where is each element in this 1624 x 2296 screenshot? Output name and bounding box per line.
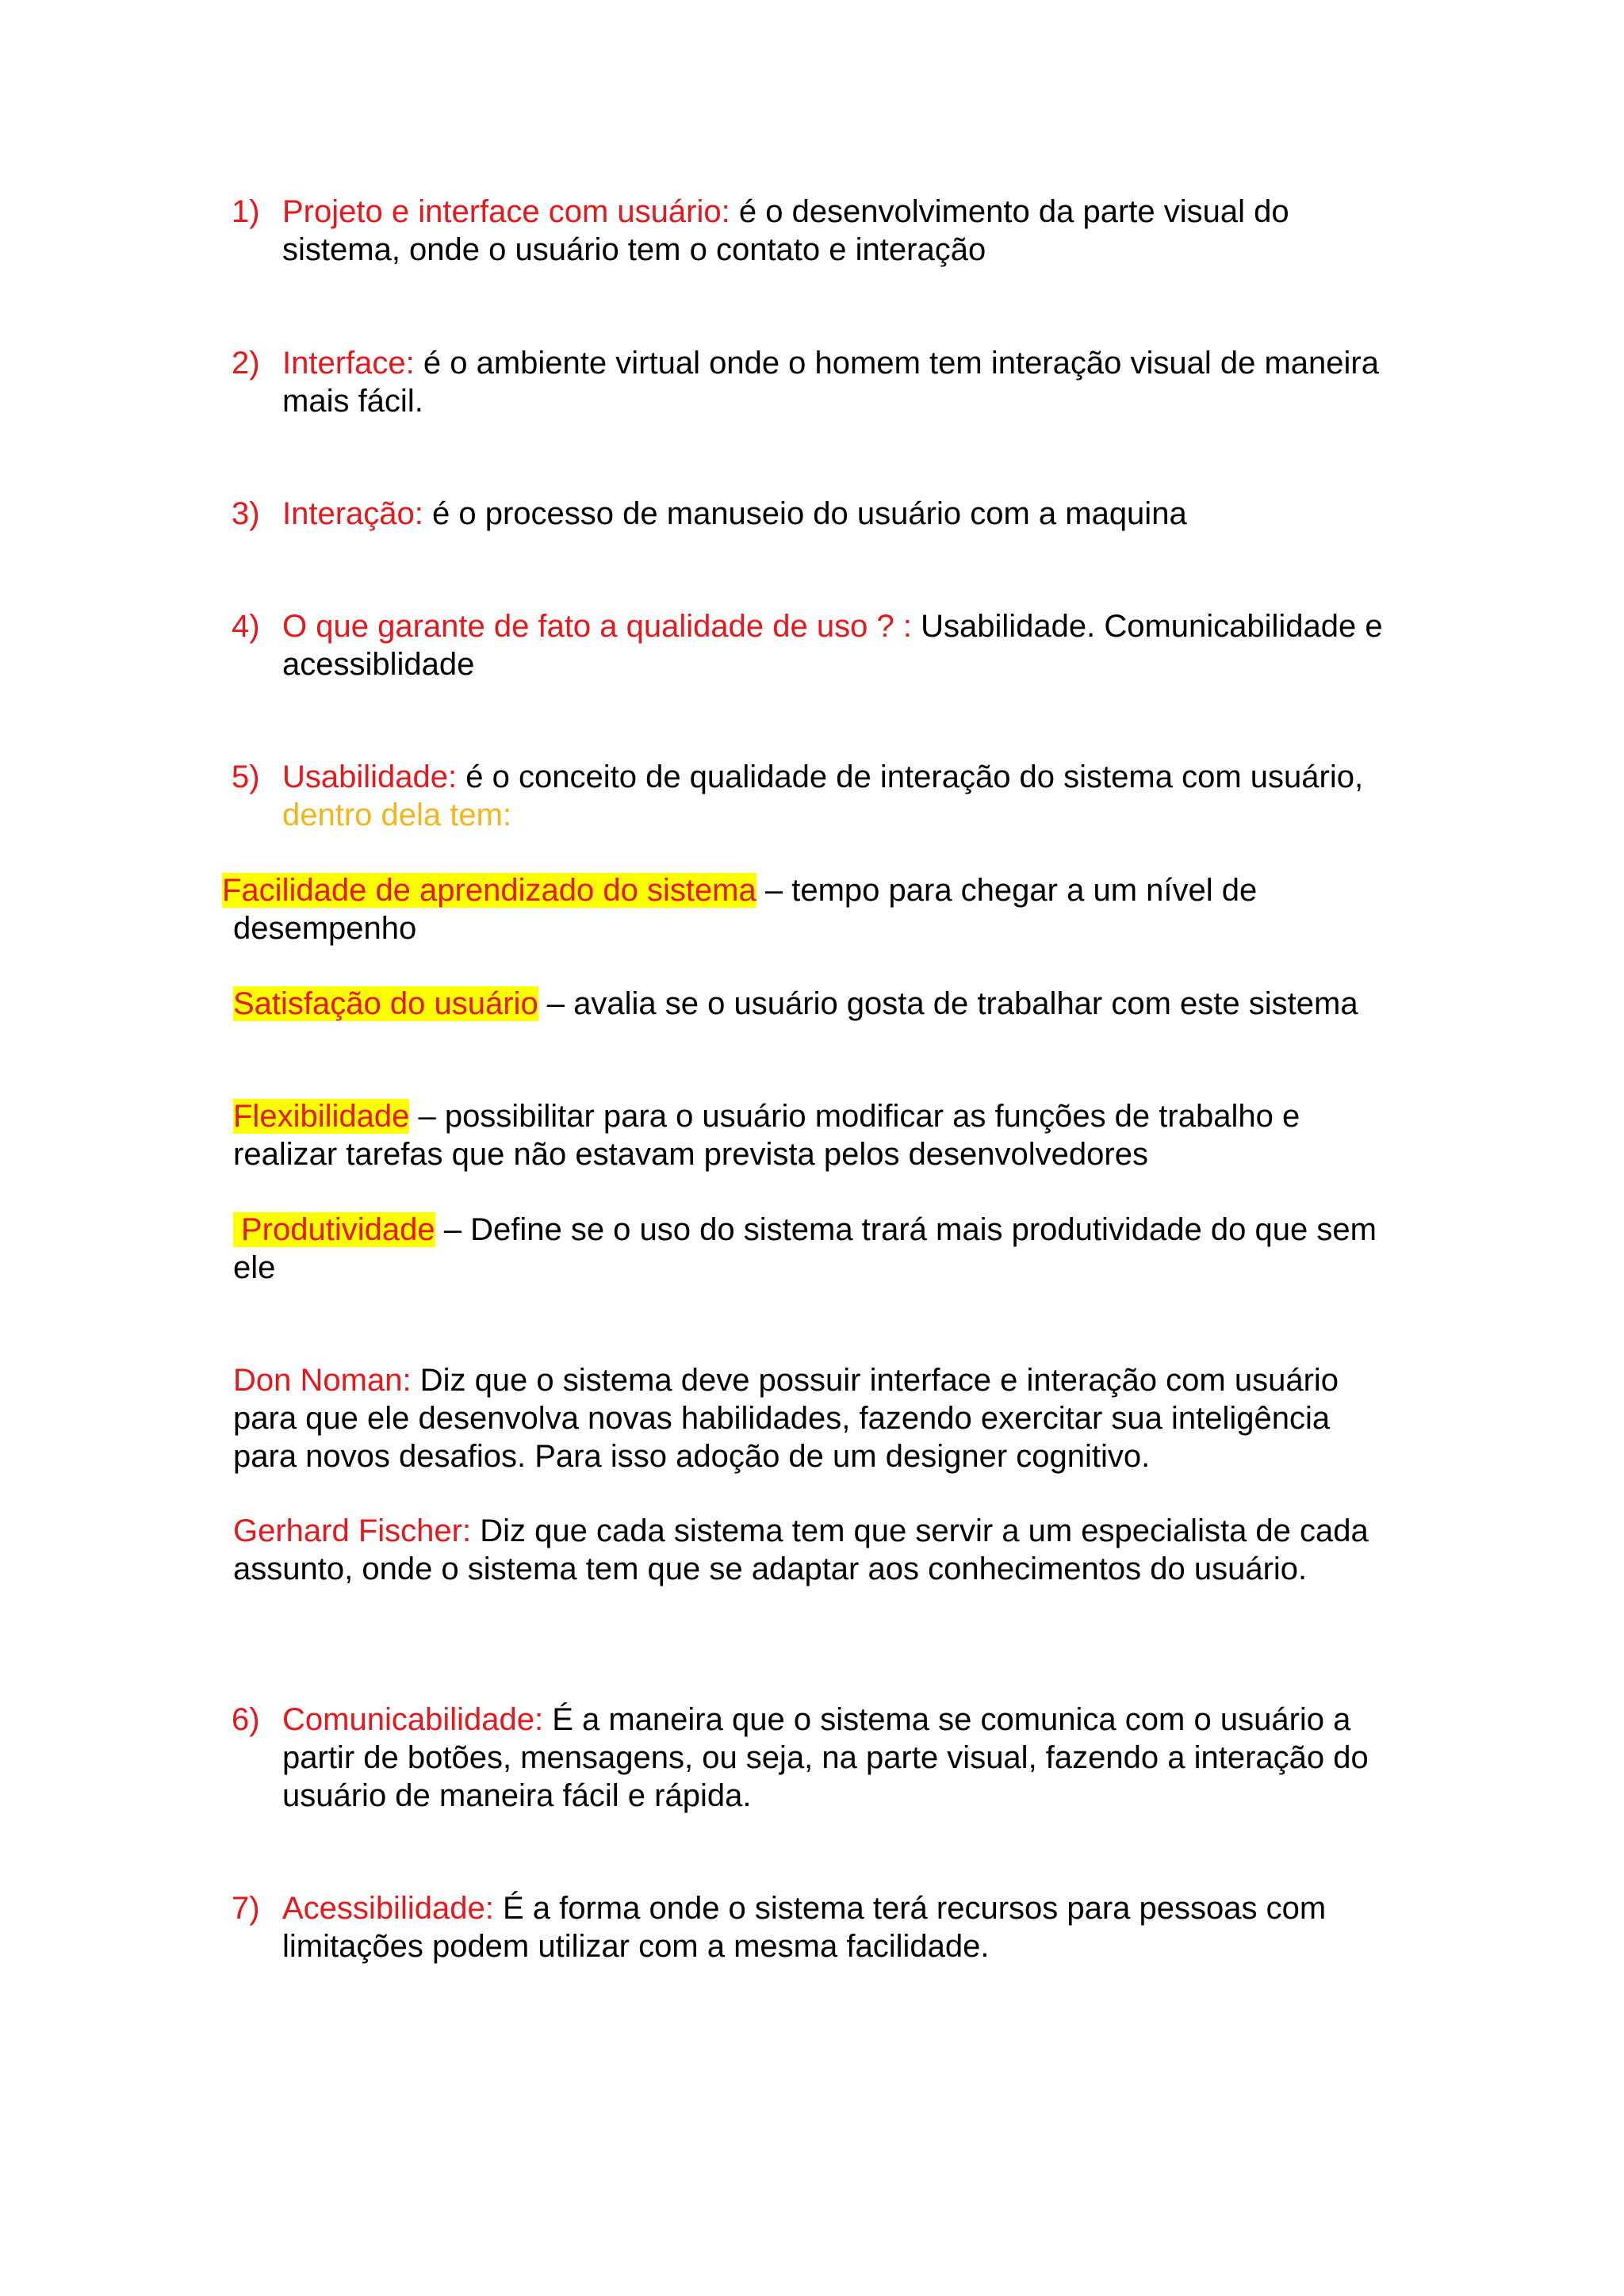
- criterion-paragraph: [0, 1097, 1399, 1173]
- item-text: é o ambiente virtual onde o homem tem interação visual de maneira mais fácil.: [282, 346, 1379, 419]
- author-text: Diz que cada sistema tem que servir a um especialista de cada assunto, onde o sistema tem que se adaptar aos conhecimentos do usuário.: [233, 1513, 1369, 1586]
- item-paragraph: [282, 1889, 1392, 1965]
- author-paragraph: [0, 1361, 1399, 1475]
- criterion-learnability: [0, 871, 1624, 947]
- author-don-noman: [0, 1361, 1624, 1475]
- criterion-text: – avalia se o usuário gosta de trabalhar com este sistema: [538, 986, 1358, 1021]
- item-term: Interface:: [282, 346, 415, 381]
- criterion-term: Satisfação do usuário: [233, 986, 538, 1021]
- item-number: 1): [232, 194, 260, 229]
- item-number: 3): [232, 496, 260, 531]
- list-item-6: [0, 1701, 1624, 1815]
- criterion-productivity: [0, 1211, 1624, 1287]
- criterion-text: – tempo para chegar a um nível de desempenho: [233, 873, 1258, 946]
- item-number: 4): [232, 609, 260, 644]
- item-text: é o desenvolvimento da parte visual do sistema, onde o usuário tem o contato e interação: [282, 194, 1289, 267]
- item-paragraph: [282, 758, 1392, 834]
- item-note: dentro dela tem:: [282, 798, 512, 832]
- item-paragraph: [282, 344, 1392, 420]
- list-item-2: [0, 344, 1624, 420]
- criterion-text: – Define se o uso do sistema trará mais produtividade do que sem ele: [233, 1212, 1377, 1285]
- criterion-text: – possibilitar para o usuário modificar as funções de trabalho e realizar tarefas que não estavam prevista pelos desenvolvedores: [233, 1099, 1300, 1172]
- item-number: 6): [232, 1702, 260, 1737]
- item-term: Comunicabilidade:: [282, 1702, 544, 1737]
- author-paragraph: [0, 1512, 1399, 1588]
- item-term: Interação:: [282, 496, 423, 531]
- item-text: é o processo de manuseio do usuário com a maquina: [423, 496, 1187, 531]
- item-term: Projeto e interface com usuário:: [282, 194, 730, 229]
- item-paragraph: [282, 193, 1392, 269]
- criterion-term: Produtividade: [233, 1212, 435, 1247]
- item-text: É a forma onde o sistema terá recursos para pessoas com limitações podem utilizar com a mesma facilidade.: [282, 1891, 1327, 1964]
- list-item-7: [0, 1889, 1624, 1965]
- author-text: Diz que o sistema deve possuir interface e interação com usuário para que ele desenvolva novas habilidades, fazendo exercitar sua inteligência para novos desafios. Para isso adoção de um designer cognitivo.: [233, 1363, 1339, 1474]
- item-number: 5): [232, 760, 260, 794]
- item-paragraph: [282, 495, 1392, 533]
- list-item-4: [0, 607, 1624, 683]
- item-paragraph: [282, 1701, 1392, 1815]
- author-name: Don Noman:: [233, 1363, 412, 1398]
- item-paragraph: [282, 607, 1416, 683]
- criterion-paragraph: [0, 871, 1399, 947]
- author-gerhard-fischer: [0, 1512, 1624, 1588]
- item-text: É a maneira que o sistema se comunica com o usuário a partir de botões, mensagens, ou seja, na parte visual, fazendo a interação do usuário de maneira fácil e rápida.: [282, 1702, 1369, 1813]
- item-term: O que garante de fato a qualidade de uso ? :: [282, 609, 912, 644]
- criterion-paragraph: [0, 1211, 1399, 1287]
- criterion-flexibility: [0, 1097, 1624, 1173]
- item-term: Acessibilidade:: [282, 1891, 494, 1926]
- item-text: é o conceito de qualidade de interação do sistema com usuário,: [457, 760, 1364, 794]
- item-number: 7): [232, 1891, 260, 1926]
- author-name: Gerhard Fischer:: [233, 1513, 472, 1548]
- item-term: Usabilidade:: [282, 760, 458, 794]
- criterion-term: Flexibilidade: [233, 1099, 410, 1134]
- criterion-paragraph: [0, 985, 1399, 1023]
- item-text: Usabilidade. Comunicabilidade e acessiblidade: [282, 609, 1383, 682]
- criterion-term: Facilidade de aprendizado do sistema: [222, 873, 756, 908]
- list-item-3: [0, 495, 1624, 533]
- list-item-5: [0, 758, 1624, 834]
- item-number: 2): [232, 346, 260, 381]
- criterion-satisfaction: [0, 985, 1624, 1023]
- list-item-1: [0, 193, 1624, 269]
